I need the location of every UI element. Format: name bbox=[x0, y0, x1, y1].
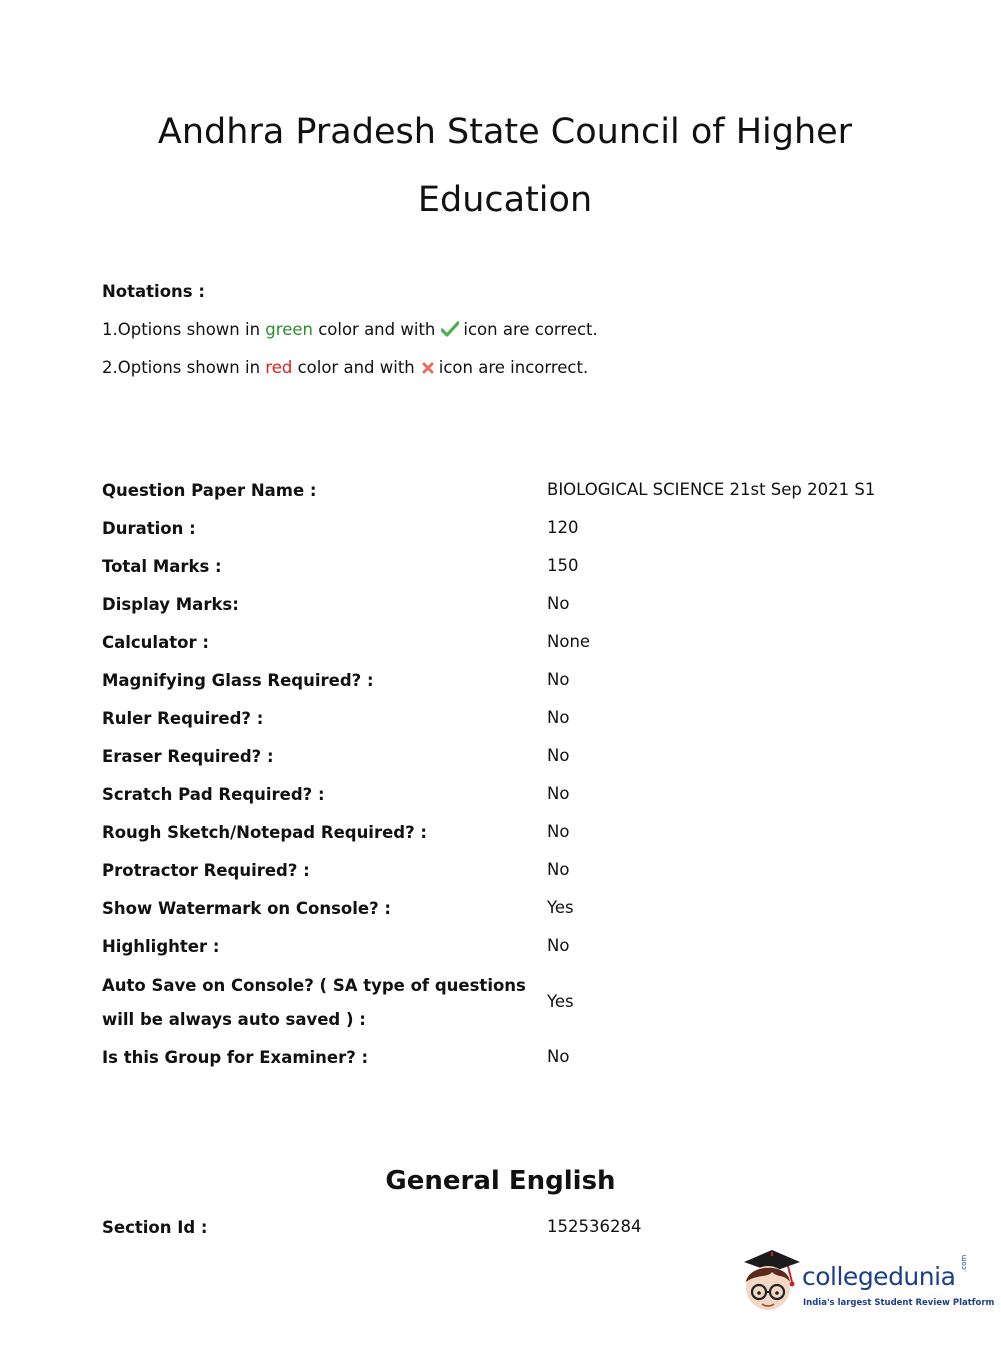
detail-label: Duration : bbox=[102, 519, 196, 538]
detail-value: 150 bbox=[547, 556, 579, 575]
detail-label: Total Marks : bbox=[102, 557, 222, 576]
section-id-value: 152536284 bbox=[547, 1217, 642, 1236]
green-word: green bbox=[265, 320, 313, 339]
detail-label: Eraser Required? : bbox=[102, 747, 274, 766]
detail-value: No bbox=[547, 746, 570, 765]
detail-label: Is this Group for Examiner? : bbox=[102, 1048, 369, 1067]
mascot-icon bbox=[738, 1248, 802, 1320]
detail-value: No bbox=[547, 594, 570, 613]
detail-label: Show Watermark on Console? : bbox=[102, 899, 392, 918]
detail-label: Calculator : bbox=[102, 633, 209, 652]
page-title-line-2: Education bbox=[417, 180, 593, 220]
notation-incorrect: 2.Options shown in red color and with icon are incorrect. bbox=[102, 358, 589, 377]
detail-value: No bbox=[547, 708, 570, 727]
detail-value: Yes bbox=[547, 898, 574, 917]
logo-tagline: India's largest Student Review Platform bbox=[803, 1298, 995, 1308]
detail-label: Protractor Required? : bbox=[102, 861, 310, 880]
detail-value: No bbox=[547, 1047, 570, 1066]
detail-label: Display Marks: bbox=[102, 595, 239, 614]
section-title: General English bbox=[385, 1166, 616, 1196]
detail-label: Rough Sketch/Notepad Required? : bbox=[102, 823, 428, 842]
notations-heading: Notations : bbox=[102, 282, 205, 301]
detail-value: Yes bbox=[547, 992, 574, 1011]
detail-value: No bbox=[547, 822, 570, 841]
page-title-line-1: Andhra Pradesh State Council of Higher bbox=[157, 112, 853, 152]
detail-value: BIOLOGICAL SCIENCE 21st Sep 2021 S1 bbox=[547, 480, 876, 499]
detail-value: No bbox=[547, 936, 570, 955]
detail-label: Magnifying Glass Required? : bbox=[102, 671, 374, 690]
logo-suffix: .com bbox=[960, 1254, 968, 1272]
section-id-label: Section Id : bbox=[102, 1218, 208, 1237]
collegedunia-logo bbox=[738, 1248, 995, 1320]
logo-wordmark: collegedunia bbox=[802, 1262, 956, 1291]
detail-value: No bbox=[547, 784, 570, 803]
detail-value: No bbox=[547, 670, 570, 689]
detail-value: None bbox=[547, 632, 591, 651]
detail-label: Highlighter : bbox=[102, 937, 220, 956]
detail-label: Auto Save on Console? ( SA type of questions will be always auto saved ) : bbox=[102, 976, 526, 1029]
detail-label: Question Paper Name : bbox=[102, 481, 317, 500]
notation-correct: 1.Options shown in green color and with icon are correct. bbox=[102, 320, 598, 339]
detail-label: Ruler Required? : bbox=[102, 709, 264, 728]
page-title bbox=[150, 98, 860, 234]
detail-value: No bbox=[547, 860, 570, 879]
check-icon bbox=[441, 321, 459, 341]
cross-icon bbox=[421, 360, 435, 379]
detail-value: 120 bbox=[547, 518, 579, 537]
red-word: red bbox=[265, 358, 293, 377]
detail-label: Scratch Pad Required? : bbox=[102, 785, 325, 804]
